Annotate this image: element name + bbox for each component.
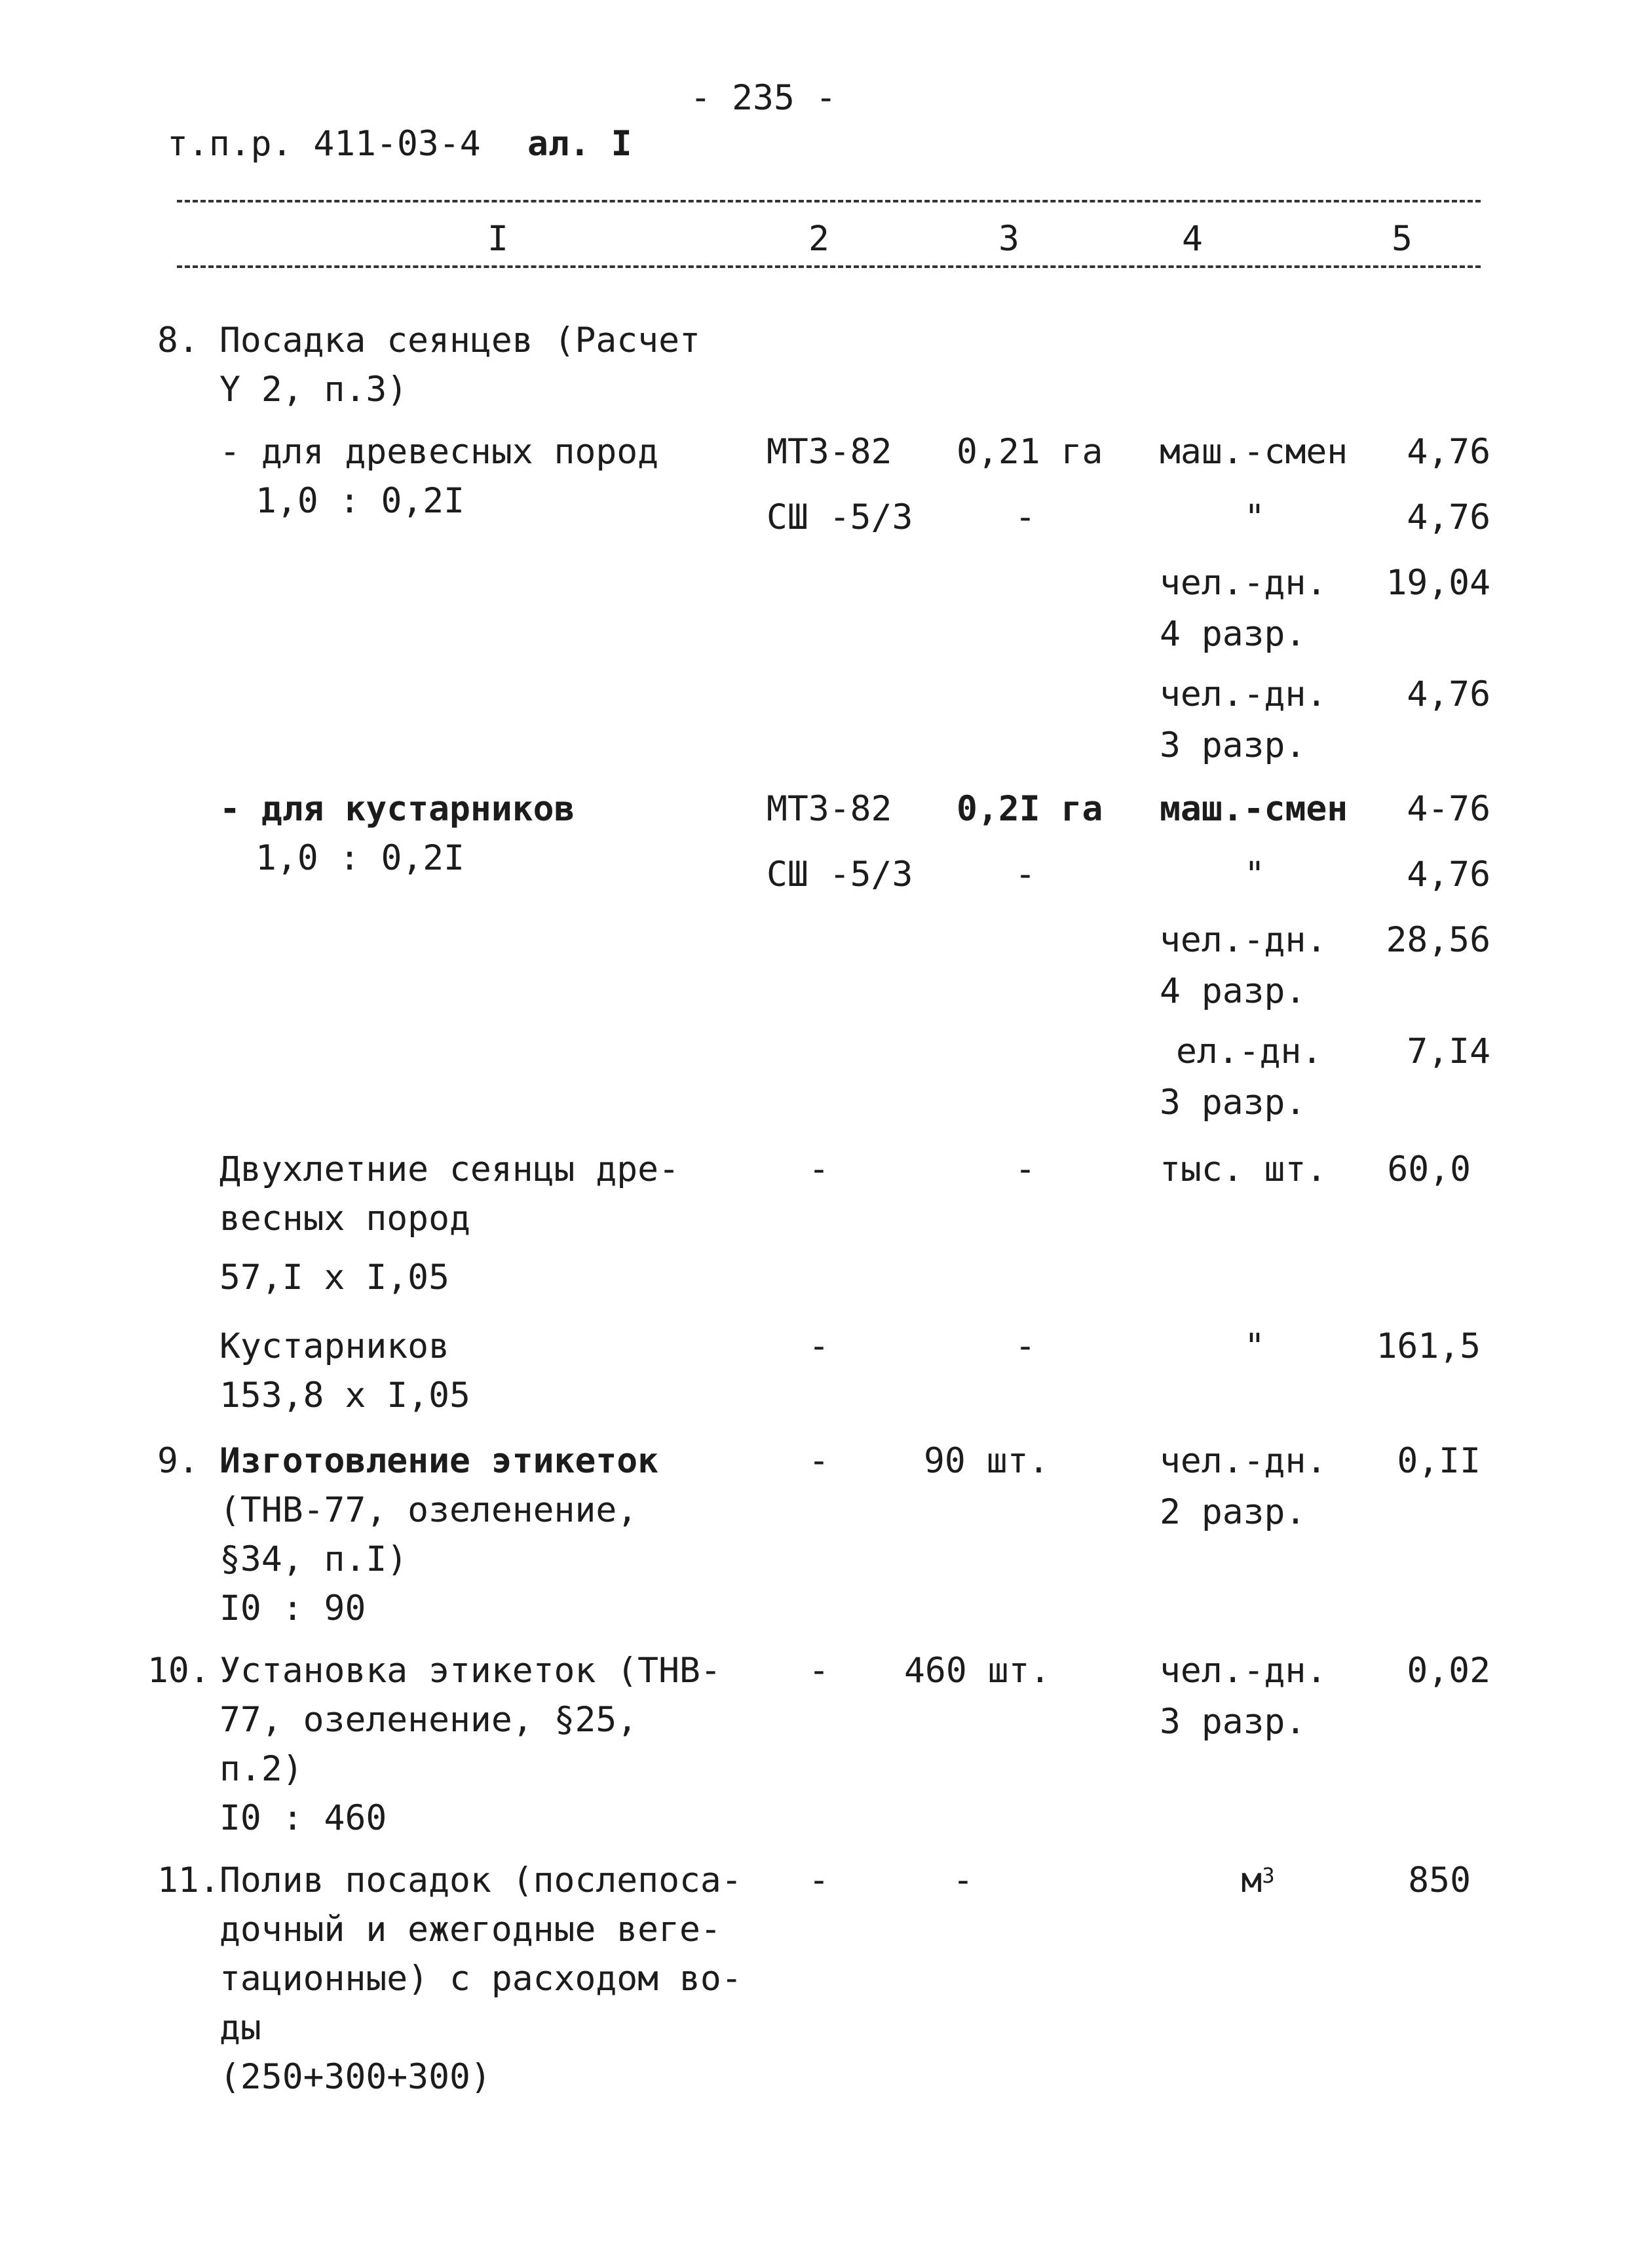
shrubs-label: - для кустарников [219,789,575,829]
item-11-unit-exponent: 3 [1262,1863,1275,1888]
item-10-col2: - [808,1651,829,1691]
column-header-1: I [487,219,508,259]
item-10-qty: 460 шт. [904,1651,1051,1691]
item-11-unit-group [1241,1855,1274,1907]
item-11-number: 11. [157,1860,220,1900]
shrubs-unit-4: ел.-дн. [1176,1031,1323,1071]
item-11-line-3: тационные) с расходом во- [219,1959,742,1999]
bushes-label: Кустарников [219,1326,449,1366]
item-9-col2: - [808,1441,829,1481]
item-11-value: 850 [1408,1860,1471,1900]
trees-label: - для древесных пород [219,432,659,472]
item-9-qty: 90 шт. [924,1441,1050,1481]
item-9-value: 0,II [1397,1441,1481,1481]
item-11-unit: м [1241,1860,1262,1900]
trees-machine-2: СШ -5/3 [767,497,913,537]
shrubs-value-3: 28,56 [1386,920,1490,960]
column-header-2: 2 [808,219,829,259]
item-10-line-2: 77, озеленение, §25, [219,1700,638,1740]
trees-qty-1: 0,21 га [957,432,1103,472]
shrubs-value-4: 7,I4 [1407,1031,1490,1071]
header-sheet: ал. I [527,124,632,164]
item-10-line-1: Установка этикеток (ТНВ- [219,1651,721,1691]
seedlings-col2: - [808,1149,829,1189]
item-11-col2: - [808,1860,829,1900]
trees-ratio: 1,0 : 0,2I [256,481,465,521]
trees-value-3: 19,04 [1386,563,1490,603]
trees-machine-1: МТЗ-82 [767,432,892,472]
bushes-col3: - [1015,1326,1036,1366]
seedlings-calc: 57,I х I,05 [219,1258,449,1297]
item-10-line-3: п.2) [219,1749,303,1789]
header-reference: т.п.р. 411-03-4 [167,124,481,164]
shrubs-qty-1: 0,2I га [957,789,1103,829]
shrubs-value-2: 4,76 [1407,855,1490,894]
shrubs-machine-2: СШ -5/3 [767,855,913,894]
item-9-line-2: (ТНВ-77, озеленение, [219,1490,638,1530]
item-11-line-1: Полив посадок (послепоса- [219,1860,742,1900]
item-9-unit: чел.-дн. [1160,1441,1327,1481]
item-8-number: 8. [157,320,199,360]
shrubs-unit-1: маш.-смен [1160,789,1348,829]
item-11-line-4: ды [219,2008,261,2048]
column-header-3: 3 [998,219,1019,259]
trees-unit-4: чел.-дн. [1160,674,1327,714]
item-10-unit: чел.-дн. [1160,1651,1327,1691]
item-11-col3: - [953,1860,974,1900]
shrubs-qty-2: - [1015,855,1036,894]
bushes-col2: - [808,1326,829,1366]
bushes-value: 161,5 [1376,1326,1481,1366]
trees-qty-2: - [1015,497,1036,537]
item-11-line-2: дочный и ежегодные веге- [219,1910,721,1950]
shrubs-grade-4: 3 разр. [1160,1083,1306,1123]
shrubs-unit-3: чел.-дн. [1160,920,1327,960]
trees-value-4: 4,76 [1407,674,1490,714]
item-9-line-3: §34, п.I) [219,1539,408,1579]
table-top-rule [177,200,1481,202]
shrubs-ratio: 1,0 : 0,2I [256,838,465,878]
item-9-number: 9. [157,1441,199,1481]
trees-unit-3: чел.-дн. [1160,563,1327,603]
item-8-title-cont: Y 2, п.3) [219,370,408,410]
bushes-unit: " [1244,1326,1265,1366]
shrubs-unit-2: " [1244,855,1265,894]
seedlings-label: Двухлетние сеянцы дре- [219,1149,679,1189]
item-10-grade: 3 разр. [1160,1702,1306,1742]
seedlings-col3: - [1015,1149,1036,1189]
item-9-grade: 2 разр. [1160,1492,1306,1532]
trees-value-2: 4,76 [1407,497,1490,537]
item-9-line-1: Изготовление этикеток [219,1441,659,1481]
column-header-5: 5 [1392,219,1413,259]
shrubs-machine-1: МТЗ-82 [767,789,892,829]
item-9-line-4: I0 : 90 [219,1588,366,1628]
seedlings-unit: тыс. шт. [1160,1149,1327,1189]
seedlings-value: 60,0 [1387,1149,1471,1189]
column-header-4: 4 [1182,219,1203,259]
item-8-title: Посадка сеянцев (Расчет [219,320,700,360]
trees-grade-3: 4 разр. [1160,614,1306,654]
shrubs-grade-3: 4 разр. [1160,971,1306,1011]
trees-unit-1: маш.-смен [1160,432,1348,472]
trees-value-1: 4,76 [1407,432,1490,472]
table-header-rule [177,265,1481,268]
bushes-calc: 153,8 х I,05 [219,1375,470,1415]
shrubs-value-1: 4-76 [1407,789,1490,829]
trees-grade-4: 3 разр. [1160,725,1306,765]
item-10-value: 0,02 [1407,1651,1490,1691]
item-11-line-5: (250+300+300) [219,2057,491,2097]
trees-unit-2: " [1244,497,1265,537]
item-10-line-4: I0 : 460 [219,1798,387,1838]
page-number: - 235 - [690,78,837,118]
seedlings-label-cont: весных пород [219,1199,470,1239]
item-10-number: 10. [147,1651,210,1691]
